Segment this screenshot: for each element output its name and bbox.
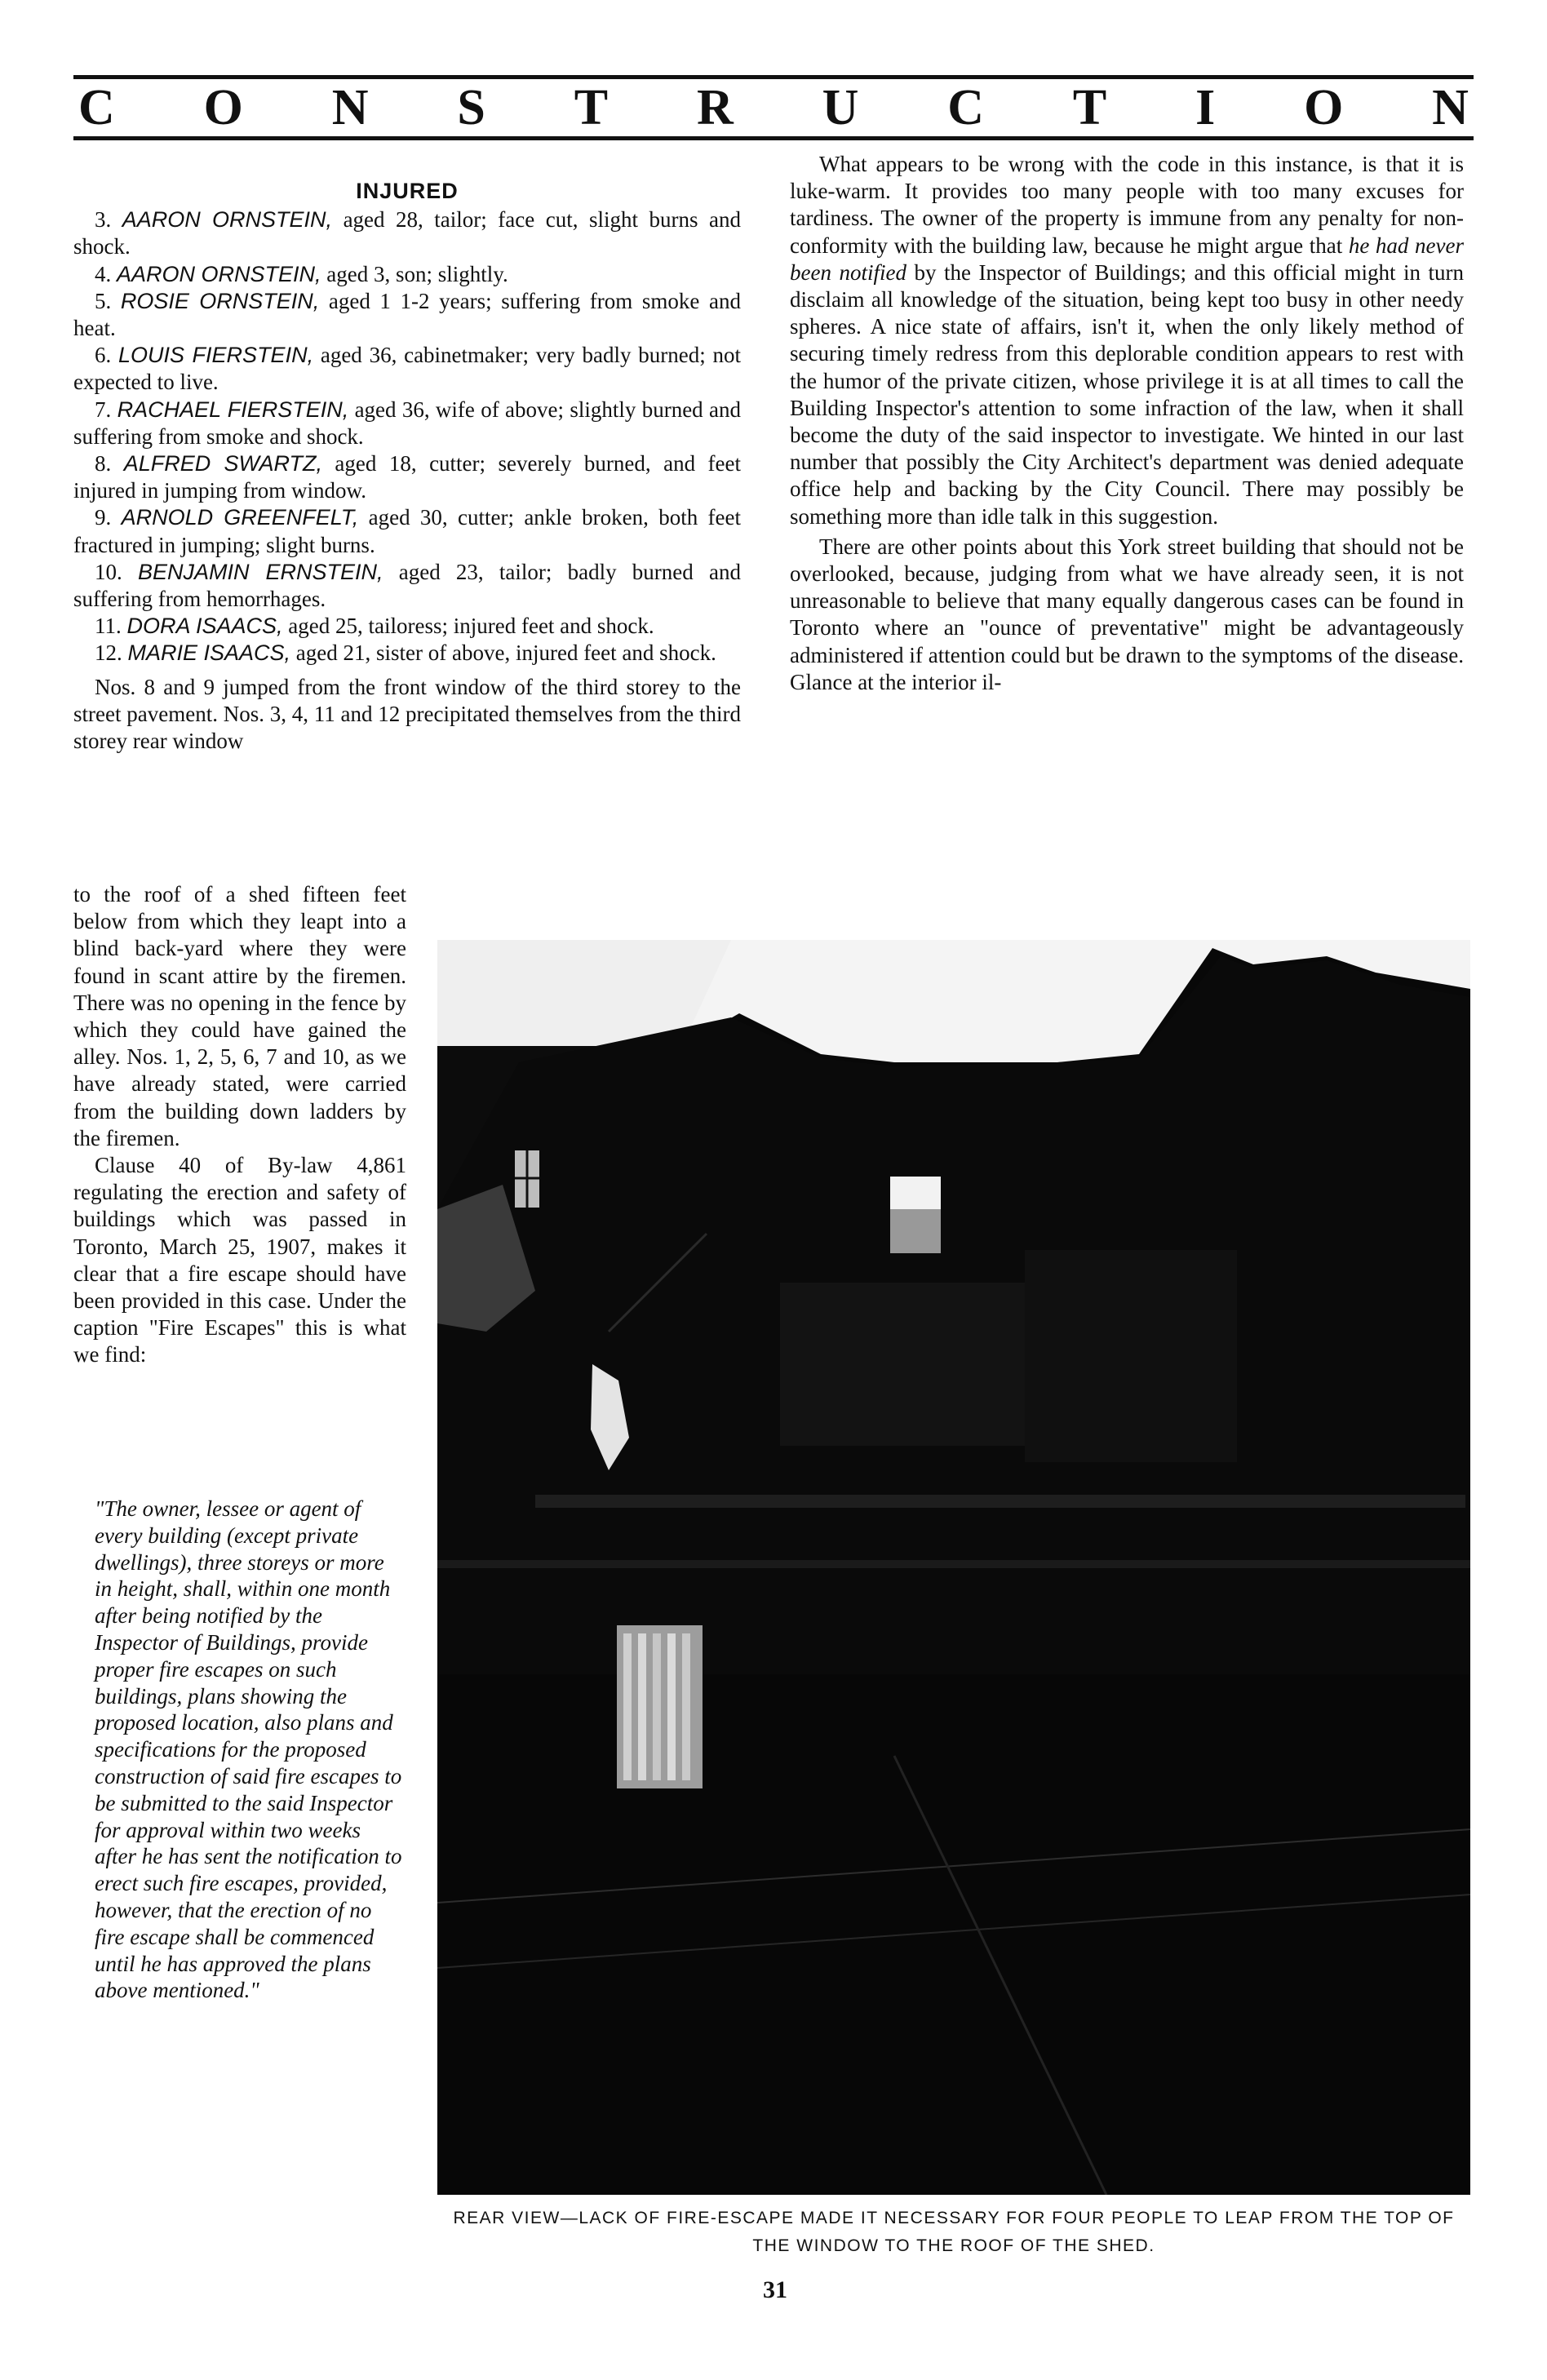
emphasis-text: he had never been notified [790, 233, 1464, 285]
shed-paragraph: to the roof of a shed fifteen feet below from which they leapt into a blind back-yard where they were found in scant attire by the firemen. There was no opening in the fence by which they could have gained the alley. Nos. 1, 2, 5, 6, 7 and 10, as we have already stated, were carried from the building down ladders by the firemen. [73, 882, 406, 1150]
masthead-letter: C [947, 80, 984, 135]
right-column [790, 151, 1464, 696]
bylaw-quote: "The owner, lessee or agent of every building (except private dwellings), three storeys or more in height, shall, within one month after being notified by the Inspector of Buildings, provide proper fire escapes on such buildings, plans showing the proposed location, also plans and specifications for the proposed construction of said fire escapes to be submitted to the said Inspector for approval within two weeks after he has sent the notification to erect such fire escapes, provided, however, that the erection of no fire escape shall be commenced until he has approved the plans above mentioned." [95, 1496, 402, 2003]
masthead-letter: R [696, 80, 734, 135]
code-paragraph: What appears to be wrong with the code in this instance, is that it is luke-warm. It provides too many people with too many excuses for tardiness. The owner of the property is immune from any penalty for non-conformity with the building law, because he might argue that he had never been notified by the Inspector of Buildings; and this official might in turn disclaim all knowledge of the situation, being kept too busy in other needy spheres. A nice state of affairs, isn't it, when the only likely method of securing timely redress from this deplorable condition appears to rest with the humor of the private citizen, whose privilege it is at all times to call the Building Inspector's attention to some infraction of the law, when it shall become the duty of the said inspector to investigate. We hinted in our last number that possibly the City Architect's department was denied adequate office help and backing by the City Council. There may possibly be something more than idle talk in this suggestion. [790, 152, 1464, 529]
injured-entry: 8. ALFRED SWARTZ, aged 18, cutter; severely burned, and feet injured in jumping from window. [73, 451, 741, 503]
injured-name: AARON ORNSTEIN, [122, 207, 333, 233]
masthead-letter: O [203, 80, 243, 135]
masthead-letter: T [574, 80, 609, 135]
photo-illustration [437, 940, 1470, 2195]
nos-paragraph: Nos. 8 and 9 jumped from the front window of the third storey to the street pavement. Nos. 3, 4, 11 and 12 precipitated themselves from the third storey rear window [73, 674, 741, 754]
injured-entry: 3. AARON ORNSTEIN, aged 28, tailor; face cut, slight burns and shock. [73, 207, 742, 259]
injured-entry: 5. ROSIE ORNSTEIN, aged 1 1-2 years; suffering from smoke and heat. [73, 288, 741, 341]
masthead-letter: S [457, 80, 485, 135]
masthead [73, 75, 1474, 140]
injured-entry: 11. DORA ISAACS, aged 25, tailoress; injured feet and shock. [95, 614, 654, 639]
injured-entry: 4. AARON ORNSTEIN, aged 3, son; slightly. [95, 261, 508, 286]
injured-list [73, 178, 741, 755]
injured-name: AARON ORNSTEIN, [117, 261, 321, 286]
photo-caption: REAR VIEW—LACK OF FIRE-ESCAPE MADE IT NECESSARY FOR FOUR PEOPLE TO LEAP FROM THE TOP OF THE WINDOW TO THE ROOF OF THE SHED. [453, 2209, 1455, 2255]
page-number: 31 [763, 2276, 787, 2303]
masthead-letter: U [822, 80, 859, 135]
masthead-letter: C [78, 80, 115, 135]
masthead-letter: I [1195, 80, 1216, 135]
injured-entry: 6. LOUIS FIERSTEIN, aged 36, cabinetmaker; very badly burned; not expected to live. [73, 343, 741, 395]
injured-entry: 7. RACHAEL FIERSTEIN, aged 36, wife of above; slightly burned and suffering from smoke and shock. [73, 397, 741, 449]
injured-name: ALFRED SWARTZ, [123, 451, 322, 476]
injured-name: LOUIS FIERSTEIN, [118, 343, 314, 368]
clause-paragraph: Clause 40 of By-law 4,861 regulating the erection and safety of buildings which was passed in Toronto, March 25, 1907, makes it clear that a fire escape should have been provided in this case. Under the caption "Fire Escapes" this is what we find: [73, 1153, 406, 1367]
injured-entry: 9. ARNOLD GREENFELT, aged 30, cutter; ankle broken, both feet fractured in jumping; slight burns. [73, 505, 741, 557]
masthead-letter: O [1304, 80, 1344, 135]
injured-name: DORA ISAACS, [126, 614, 283, 639]
masthead-letter: N [1432, 80, 1469, 135]
york-street-paragraph: There are other points about this York street building that should not be overlooked, because, judging from what we have already seen, it is not unreasonable to believe that many equally dangerous cases can be found in Toronto where an "ounce of preventative" might be advantageously administered if attention could but be drawn to the symptoms of the disease. Glance at the interior il- [790, 534, 1464, 694]
injured-name: ROSIE ORNSTEIN, [120, 288, 320, 313]
injured-entry: 10. BENJAMIN ERNSTEIN, aged 23, tailor; badly burned and suffering from hemorrhages. [73, 559, 741, 612]
injured-entry: 12. MARIE ISAACS, aged 21, sister of above, injured feet and shock. [95, 640, 716, 666]
injured-name: MARIE ISAACS, [127, 640, 291, 666]
masthead-letter: T [1072, 80, 1107, 135]
injured-name: RACHAEL FIERSTEIN, [117, 397, 349, 422]
injured-name: BENJAMIN ERNSTEIN, [137, 559, 383, 584]
injured-heading: INJURED [356, 179, 459, 203]
narrow-column [73, 881, 406, 1369]
masthead-letter: N [331, 80, 369, 135]
injured-name: ARNOLD GREENFELT, [121, 505, 359, 530]
rear-view-photo [437, 940, 1470, 2195]
